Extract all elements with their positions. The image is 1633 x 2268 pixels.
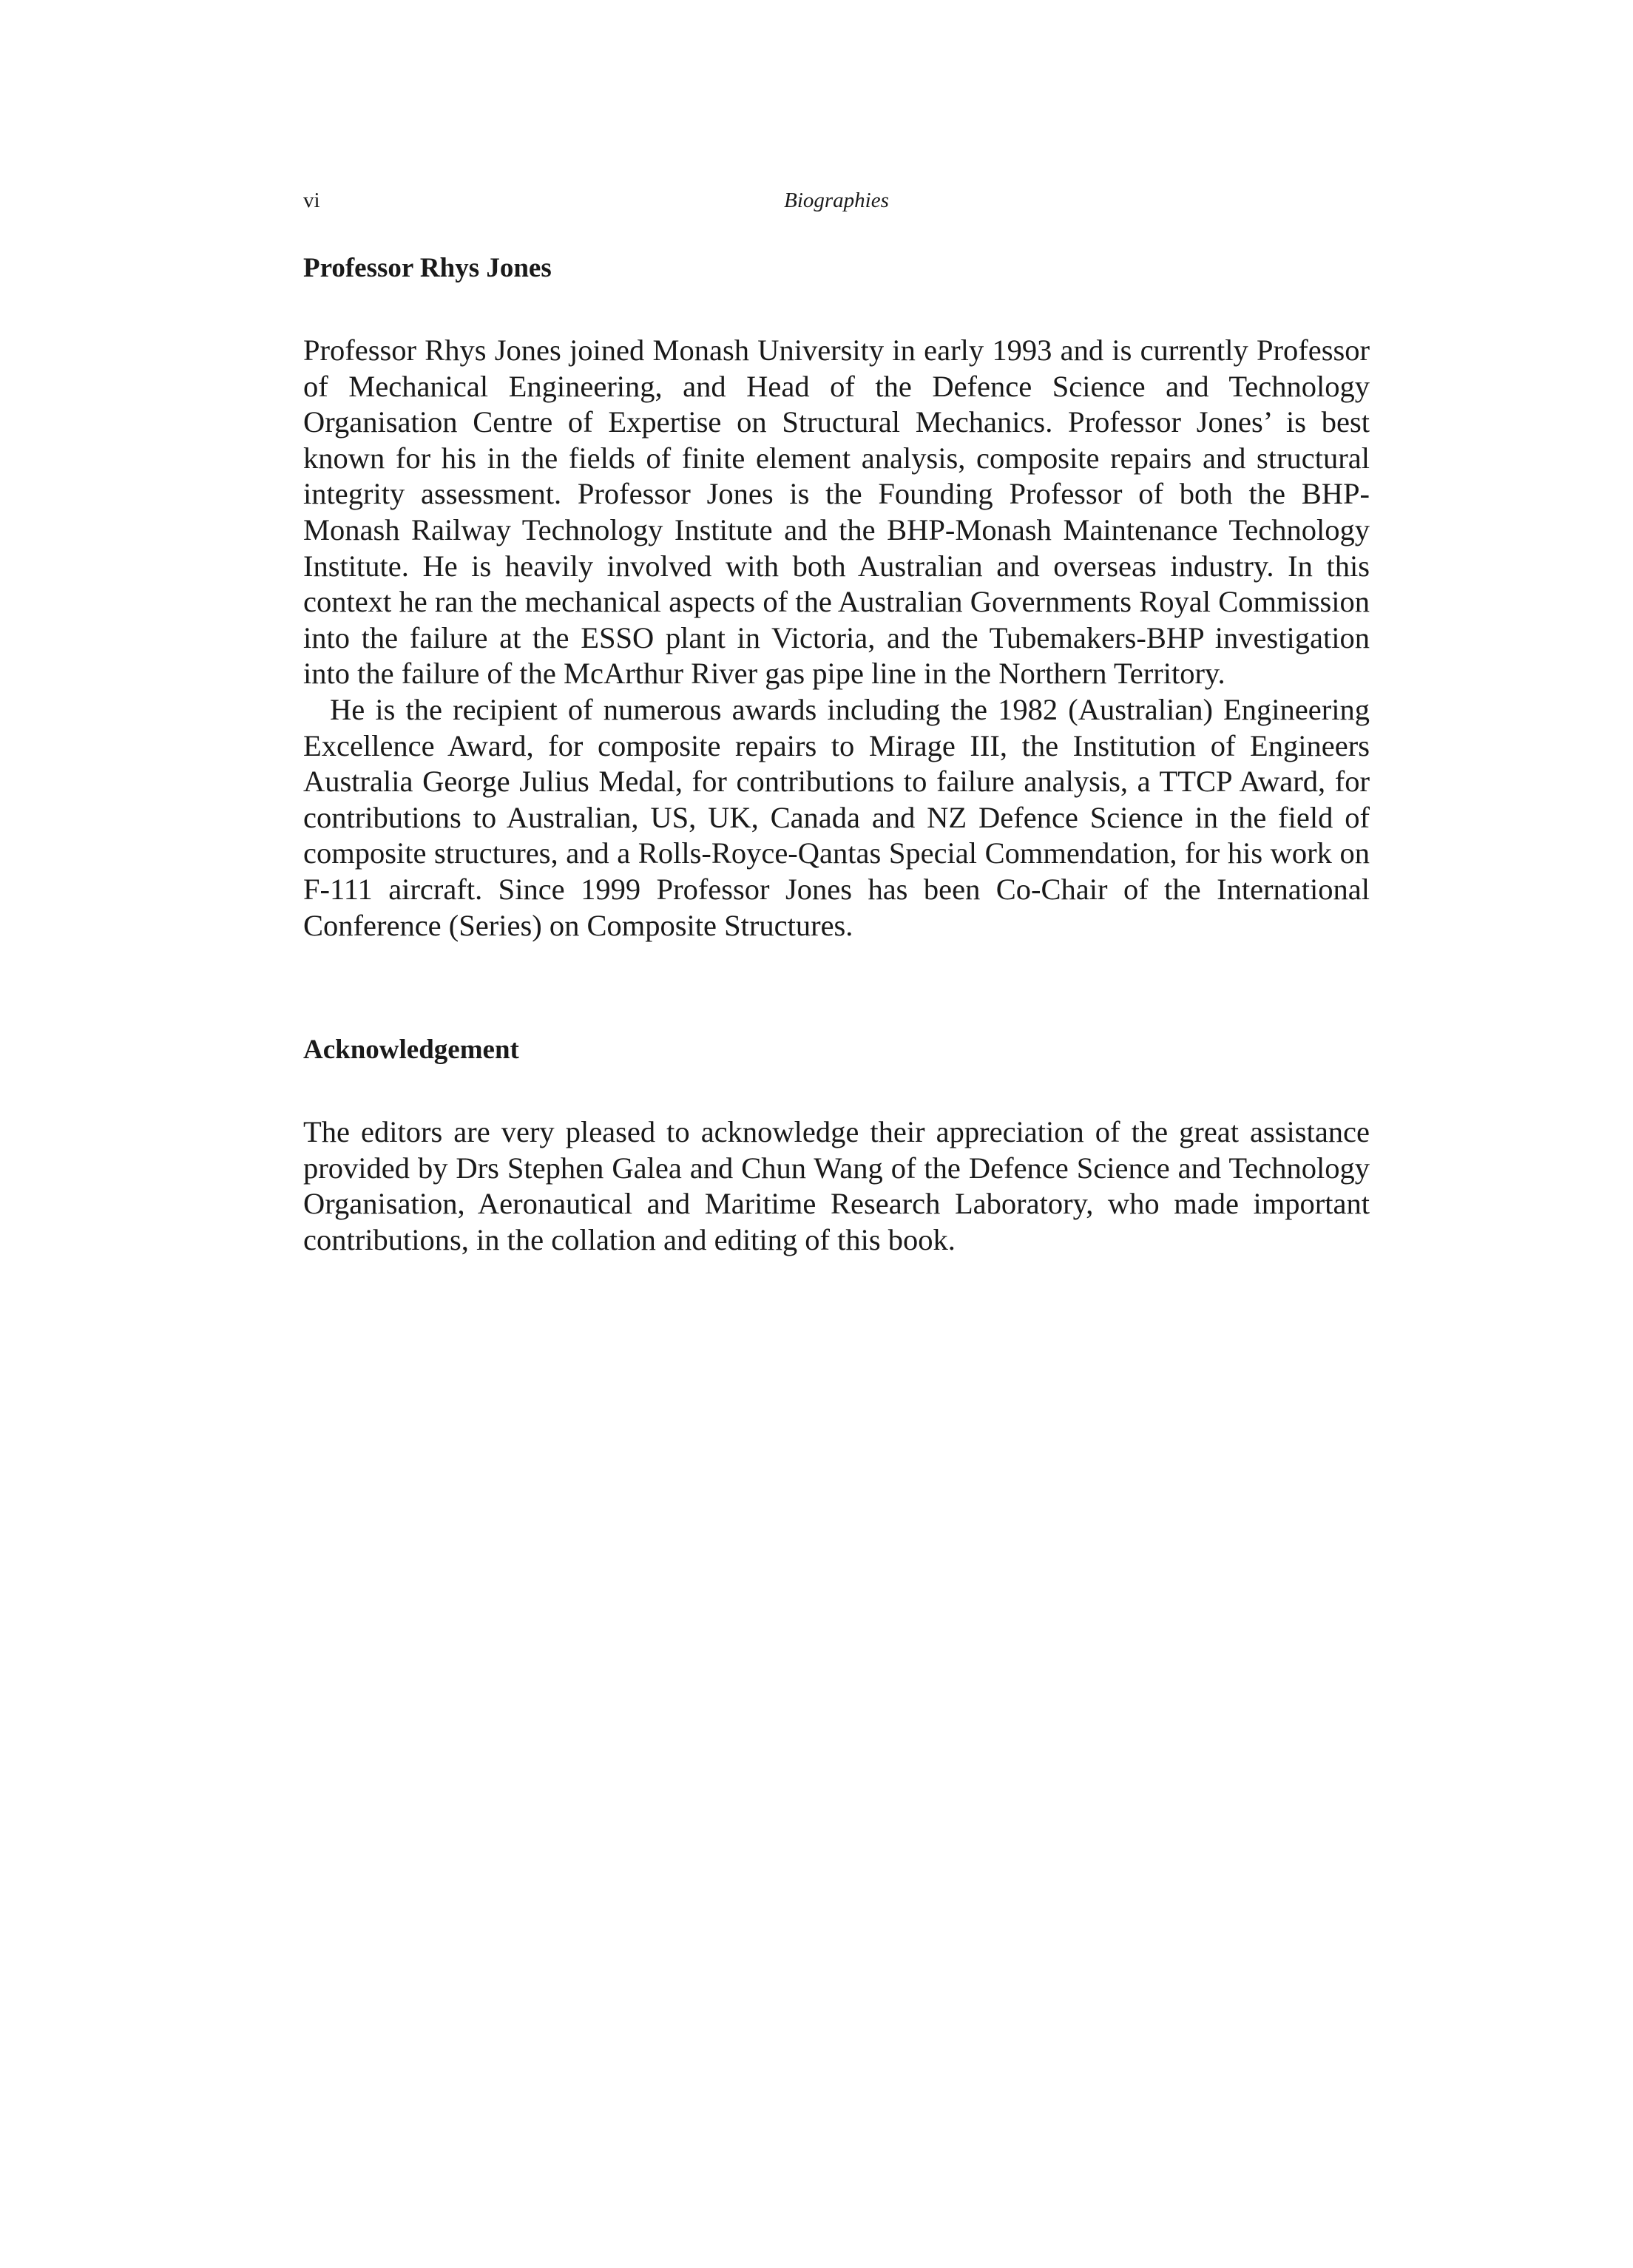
- biography-section: [303, 250, 1370, 944]
- acknowledgement-paragraph: The editors are very pleased to acknowledge their appreciation of the great assistance provided by Drs Stephen Galea and Chun Wang of the Defence Science and Technology Organisation, Aeronautical and Maritime Research Laboratory, who made important contributions, in the collation and editing of this book.: [303, 1115, 1370, 1256]
- acknowledgement-section: [303, 1032, 1370, 1258]
- page-number: vi: [303, 189, 320, 212]
- acknowledgement-heading: Acknowledgement: [303, 1035, 519, 1065]
- biography-paragraph-1: Professor Rhys Jones joined Monash University in early 1993 and is currently Professor of Mechanical Engineering, and Head of the Defence Science and Technology Organisation Centre of Expertise on Structural Mechanics. Professor Jones’ is best known for his in the fields of finite element analysis, composite repairs and structural integrity assessment. Professor Jones is the Founding Professor of both the BHP-Monash Railway Technology Institute and the BHP-Monash Maintenance Technology Institute. He is heavily involved with both Australian and overseas industry. In this context he ran the mechanical aspects of the Australian Governments Royal Commission into the failure at the ESSO plant in Victoria, and the Tubemakers-BHP investigation into the failure of the McArthur River gas pipe line in the Northern Territory.: [303, 334, 1370, 691]
- running-head: [303, 182, 1370, 219]
- biography-heading: Professor Rhys Jones: [303, 253, 552, 283]
- biography-paragraph-2: He is the recipient of numerous awards including the 1982 (Australian) Engineering Excellence Award, for composite repairs to Mirage III, the Institution of Engineers Australia George Julius Medal, for contributions to failure analysis, a TTCP Award, for contributions to Australian, US, UK, Canada and NZ Defence Science in the field of composite structures, and a Rolls-Royce-Qantas Special Commendation, for his work on F-111 aircraft. Since 1999 Professor Jones has been Co-Chair of the International Conference (Series) on Composite Structures.: [303, 692, 1370, 942]
- running-title: Biographies: [784, 189, 889, 212]
